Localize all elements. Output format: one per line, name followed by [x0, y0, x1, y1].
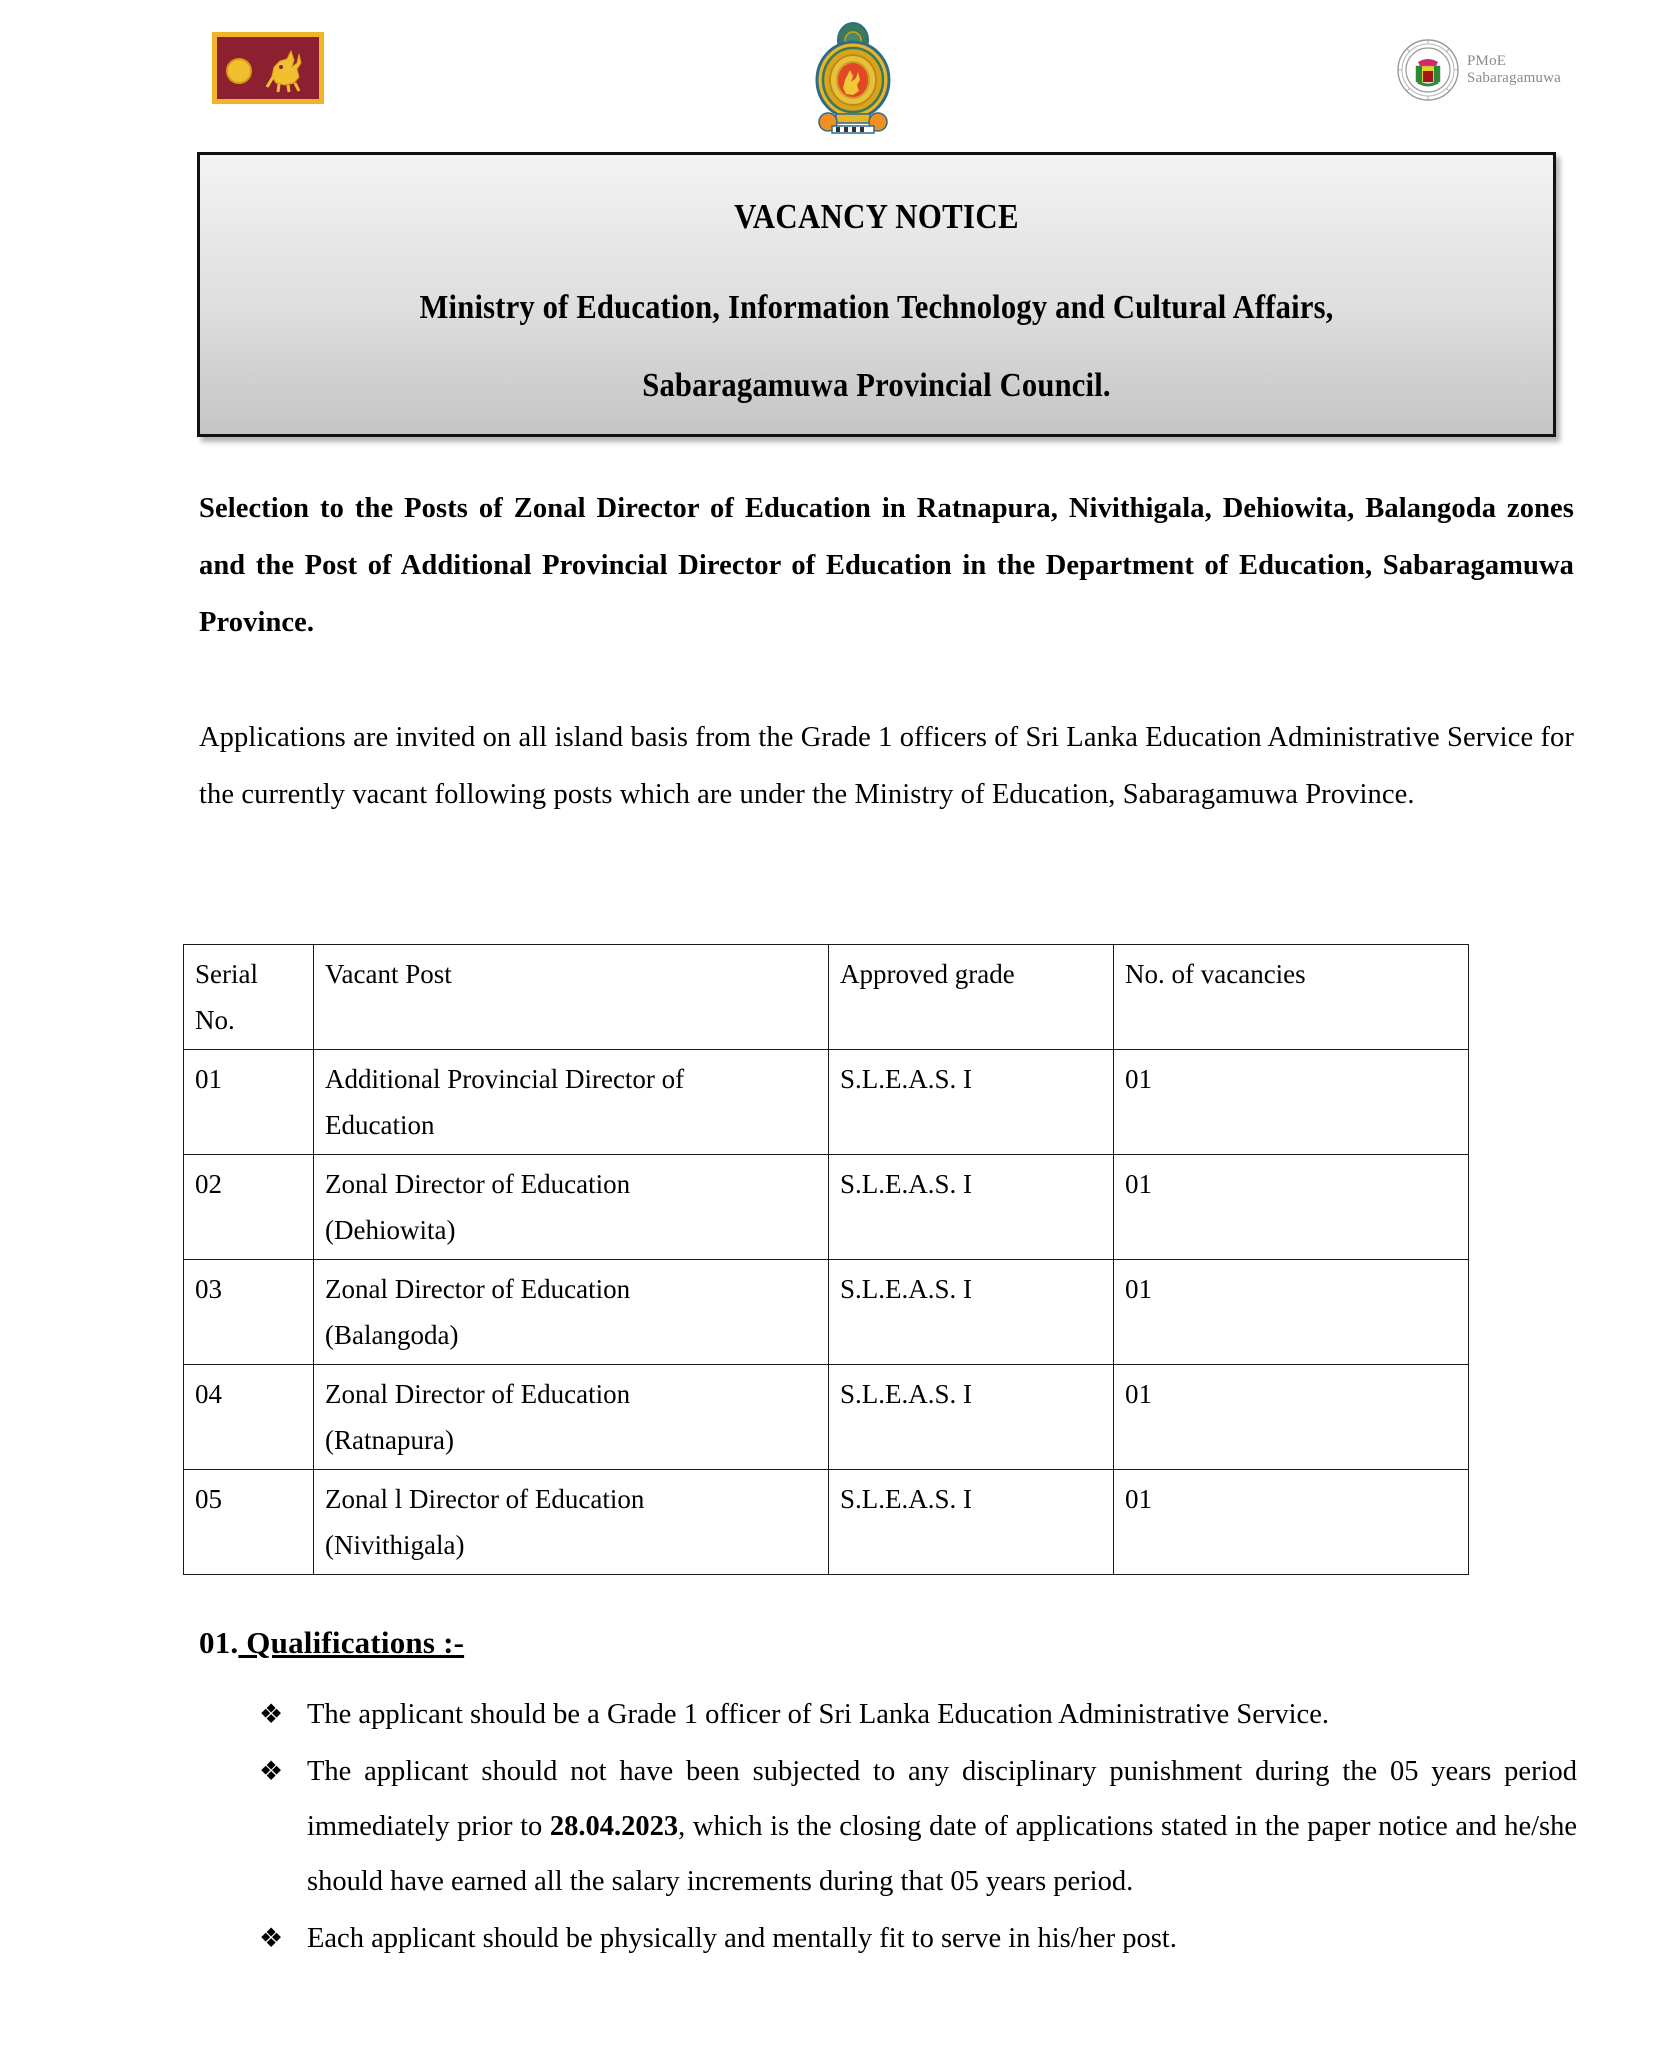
- qualifications-section: [199, 1625, 1577, 1968]
- pmoe-seal-icon: [1396, 38, 1460, 102]
- paragraph-spacer: [199, 651, 1574, 709]
- cell-serial: 05: [184, 1470, 314, 1575]
- cell-approved-grade: S.L.E.A.S. I: [829, 1470, 1114, 1575]
- cell-vacant-post: [314, 1050, 829, 1155]
- table-row: [184, 1365, 1469, 1470]
- table-row: [184, 1155, 1469, 1260]
- cell-vacancies: 01: [1114, 1470, 1469, 1575]
- qualification-text-1: The applicant should be a Grade 1 officer of Sri Lanka Education Administrative Service.: [307, 1699, 1329, 1730]
- table-row: [184, 1050, 1469, 1155]
- post-line1: Zonal Director of Education: [325, 1379, 631, 1409]
- sri-lanka-national-emblem-icon: [806, 18, 900, 136]
- qualification-text-2: The applicant should not have been subjected to any disciplinary punishment during the 05 years period immediately prior to 28.04.2023, which is the closing date of applications stated in the paper notice and he/she should have earned all the salary increments during that 05 years period.: [307, 1756, 1577, 1897]
- qualifications-heading: [199, 1625, 1577, 1661]
- closing-date: 28.04.2023: [549, 1811, 679, 1842]
- pmoe-seal-label: [1467, 53, 1561, 87]
- list-item: [259, 1744, 1577, 1909]
- table-row: [184, 1470, 1469, 1575]
- cell-serial: 01: [184, 1050, 314, 1155]
- column-header-no-of-vacancies: No. of vacancies: [1114, 945, 1469, 1050]
- cell-serial: 04: [184, 1365, 314, 1470]
- serial-header-line2: No.: [195, 1005, 235, 1035]
- column-header-serial-no: [184, 945, 314, 1050]
- cell-serial: 02: [184, 1155, 314, 1260]
- column-header-vacant-post: Vacant Post: [314, 945, 829, 1050]
- post-line2: (Ratnapura): [325, 1425, 454, 1455]
- diamond-bullet-icon: ❖: [259, 1923, 284, 1953]
- list-item: [259, 1911, 1577, 1966]
- cell-vacant-post: [314, 1470, 829, 1575]
- sri-lanka-flag-icon: [212, 32, 324, 104]
- vacancy-table: [183, 944, 1469, 1575]
- column-header-approved-grade: Approved grade: [829, 945, 1114, 1050]
- cell-vacancies: 01: [1114, 1050, 1469, 1155]
- vacancy-notice-title-box: [197, 152, 1556, 437]
- table-header-row: [184, 945, 1469, 1050]
- flag-lion-motif: [261, 47, 311, 95]
- post-line1: Zonal Director of Education: [325, 1274, 631, 1304]
- cell-vacant-post: [314, 1260, 829, 1365]
- serial-header-line1: Serial: [195, 959, 258, 989]
- qualifications-heading-label: Qualifications :-: [238, 1625, 465, 1660]
- cell-approved-grade: S.L.E.A.S. I: [829, 1155, 1114, 1260]
- qualifications-heading-number: 01.: [199, 1625, 239, 1660]
- flag-sun-motif: [226, 58, 252, 84]
- diamond-bullet-icon: ❖: [259, 1756, 284, 1786]
- cell-vacancies: 01: [1114, 1365, 1469, 1470]
- post-line2: (Nivithigala): [325, 1530, 465, 1560]
- intro-section: [199, 480, 1574, 823]
- cell-vacancies: 01: [1114, 1260, 1469, 1365]
- cell-approved-grade: S.L.E.A.S. I: [829, 1050, 1114, 1155]
- cell-serial: 03: [184, 1260, 314, 1365]
- cell-vacancies: 01: [1114, 1155, 1469, 1260]
- post-line2: (Balangoda): [325, 1320, 459, 1350]
- pmoe-seal-line1: PMoE: [1467, 53, 1507, 70]
- cell-vacant-post: [314, 1155, 829, 1260]
- vacancy-table-wrapper: [183, 944, 1468, 1575]
- cell-vacant-post: [314, 1365, 829, 1470]
- cell-approved-grade: S.L.E.A.S. I: [829, 1260, 1114, 1365]
- qualifications-list: [199, 1687, 1577, 1966]
- diamond-bullet-icon: ❖: [259, 1699, 284, 1729]
- selection-paragraph: Selection to the Posts of Zonal Director of Education in Ratnapura, Nivithigala, Dehiowita, Balangoda zones and the Post of Additional Provincial Director of Education in the Department of Education, Sabaragamuwa Province.: [199, 493, 1574, 638]
- logo-header-bar: [0, 0, 1653, 148]
- qualification-text-3: Each applicant should be physically and mentally fit to serve in his/her post.: [307, 1923, 1177, 1954]
- table-row: [184, 1260, 1469, 1365]
- page-title: VACANCY NOTICE: [734, 197, 1019, 236]
- ministry-name: Ministry of Education, Information Technology and Cultural Affairs,: [419, 289, 1334, 326]
- pmoe-seal-line2: Sabaragamuwa: [1467, 70, 1562, 86]
- list-item: [259, 1687, 1577, 1742]
- post-line2: Education: [325, 1110, 435, 1140]
- post-line1: Zonal l Director of Education: [325, 1484, 645, 1514]
- pmoe-sabaragamuwa-logo: [1396, 38, 1561, 102]
- provincial-council-name: Sabaragamuwa Provincial Council.: [642, 367, 1111, 404]
- post-line1: Additional Provincial Director of: [325, 1064, 685, 1094]
- applications-paragraph: Applications are invited on all island basis from the Grade 1 officers of Sri Lanka Education Administrative Service for the currently vacant following posts which are under the Ministry of Education, Sabaragamuwa Province.: [199, 722, 1574, 810]
- post-line2: (Dehiowita): [325, 1215, 456, 1245]
- cell-approved-grade: S.L.E.A.S. I: [829, 1365, 1114, 1470]
- post-line1: Zonal Director of Education: [325, 1169, 631, 1199]
